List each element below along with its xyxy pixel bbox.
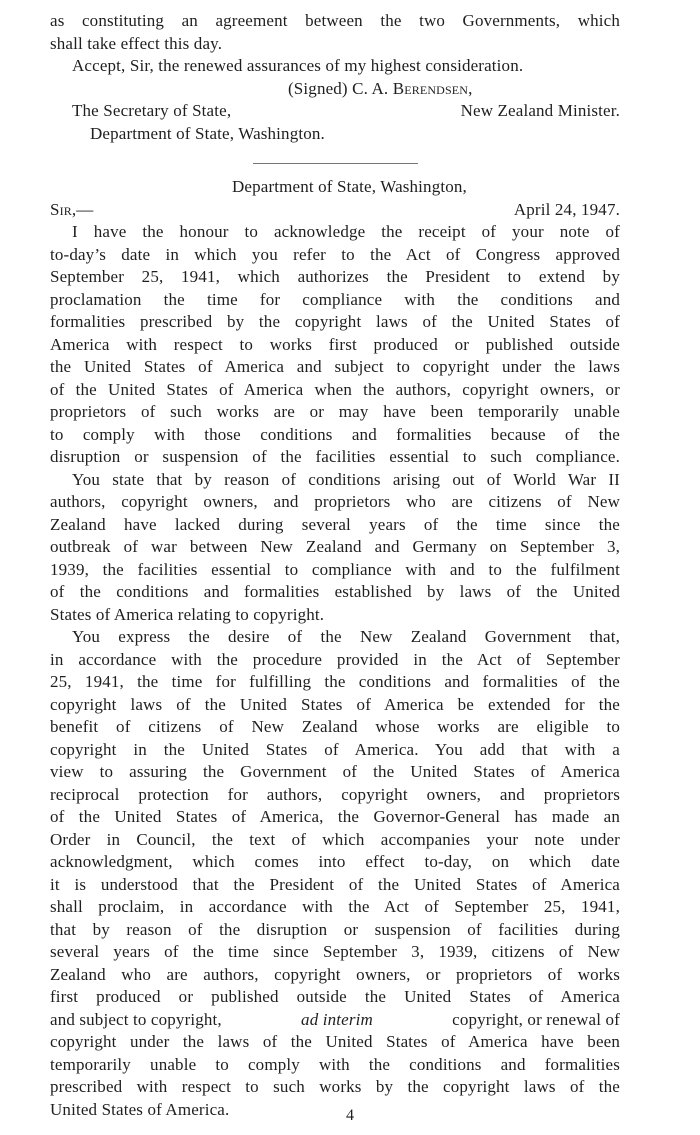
body-line: of the United States of America when the authors, copyright owners, or bbox=[50, 379, 620, 399]
letter-date: April 24, 1947. bbox=[513, 199, 620, 219]
salutation-row bbox=[50, 199, 620, 222]
body-line: I have the honour to acknowledge the receipt of your note of bbox=[72, 222, 620, 241]
reply-letter bbox=[50, 176, 620, 1121]
body-line: in accordance with the procedure provided in the Act of September bbox=[50, 649, 620, 669]
body-line: 1939, the facilities essential to compliance with and to the fulfilment bbox=[50, 559, 620, 579]
body-line: copyright in the United States of America. You add that with a bbox=[50, 739, 620, 759]
body-line: to comply with those conditions and formalities because of the bbox=[50, 424, 620, 444]
addressee-department: Department of State, Washington. bbox=[90, 123, 325, 143]
body-line: outbreak of war between New Zealand and Germany on September 3, bbox=[50, 537, 620, 556]
body-line: disruption or suspension of the facilities essential to such compliance. bbox=[50, 447, 620, 466]
signer-title: New Zealand Minister. bbox=[460, 101, 620, 120]
body-line: Zealand who are authors, copyright owners, or proprietors of works bbox=[50, 964, 620, 984]
body-line: the United States of America and subject to copyright under the laws bbox=[50, 357, 620, 376]
section-divider bbox=[253, 163, 418, 164]
body-line: September 25, 1941, which authorizes the President to extend by bbox=[50, 267, 620, 286]
body-line: benefit of citizens of New Zealand whose works are eligible to bbox=[50, 717, 620, 736]
body-line: it is understood that the President of the United States of America bbox=[50, 874, 620, 894]
body-line: reciprocal protection for authors, copyright owners, and proprietors bbox=[50, 784, 620, 804]
body-line: proprietors of such works are or may have been temporarily unable bbox=[50, 402, 620, 421]
body-line: copyright under the laws of the United States of America have been bbox=[50, 1032, 620, 1051]
body-line: America with respect to works first produced or published outside bbox=[50, 334, 620, 354]
letter-closing bbox=[50, 10, 620, 145]
page-number: 4 bbox=[346, 1107, 354, 1124]
addressee: The Secretary of State, bbox=[72, 101, 232, 120]
body-line: several years of the time since September 3, 1939, citizens of New bbox=[50, 942, 620, 961]
body-line-italic: and subject to copyright, ad interim copyright, or renewal of bbox=[50, 1009, 620, 1032]
body-line: of the conditions and formalities established by laws of the United bbox=[50, 582, 620, 601]
body-line: first produced or published outside the United States of America bbox=[50, 987, 620, 1006]
signed-prefix: (Signed) C. A. bbox=[288, 78, 393, 98]
body-line: You express the desire of the New Zealand Government that, bbox=[72, 627, 620, 646]
body-line: Zealand have lacked during several years of the time since the bbox=[50, 514, 620, 534]
body-line: acknowledgment, which comes into effect to-day, on which date bbox=[50, 852, 620, 871]
address-row bbox=[50, 100, 620, 123]
body-line: copyright laws of the United States of America be extended for the bbox=[50, 694, 620, 714]
body-line: shall proclaim, in accordance with the Act of September 25, 1941, bbox=[50, 897, 620, 916]
body-line: of the United States of America, the Governor-General has made an bbox=[50, 807, 620, 826]
body-line: to-day’s date in which you refer to the Act of Congress approved bbox=[50, 244, 620, 264]
body-line: proclamation the time for compliance with the conditions and bbox=[50, 289, 620, 309]
body-line: view to assuring the Government of the United States of America bbox=[50, 762, 620, 781]
body-line: authors, copyright owners, and proprietors who are citizens of New bbox=[50, 492, 620, 511]
body-line: as constituting an agreement between the two Governments, which bbox=[50, 11, 620, 30]
reply-location: Department of State, Washington, bbox=[232, 177, 467, 196]
italic-term: ad interim bbox=[301, 1009, 373, 1029]
body-line: Order in Council, the text of which accompanies your note under bbox=[50, 829, 620, 849]
body-line: shall take effect this day. bbox=[50, 33, 223, 53]
body-line: formalities prescribed by the copyright laws of the United States of bbox=[50, 312, 620, 331]
salutation: Sir,— bbox=[50, 199, 94, 219]
body-line: temporarily unable to comply with the conditions and formalities bbox=[50, 1054, 620, 1074]
body-line: 25, 1941, the time for fulfilling the conditions and formalities of the bbox=[50, 672, 620, 691]
signature-line: (Signed) C. A. Berendsen, bbox=[288, 78, 473, 98]
signer-name: Berendsen bbox=[392, 78, 469, 98]
body-line: that by reason of the disruption or suspension of facilities during bbox=[50, 919, 620, 939]
body-line: States of America relating to copyright. bbox=[50, 604, 325, 624]
body-line: You state that by reason of conditions arising out of World War II bbox=[72, 469, 620, 489]
closing-courtesy: Accept, Sir, the renewed assurances of my highest consideration. bbox=[72, 56, 524, 75]
body-line: United States of America. bbox=[50, 1099, 230, 1119]
body-line: prescribed with respect to such works by the copyright laws of the bbox=[50, 1077, 620, 1096]
